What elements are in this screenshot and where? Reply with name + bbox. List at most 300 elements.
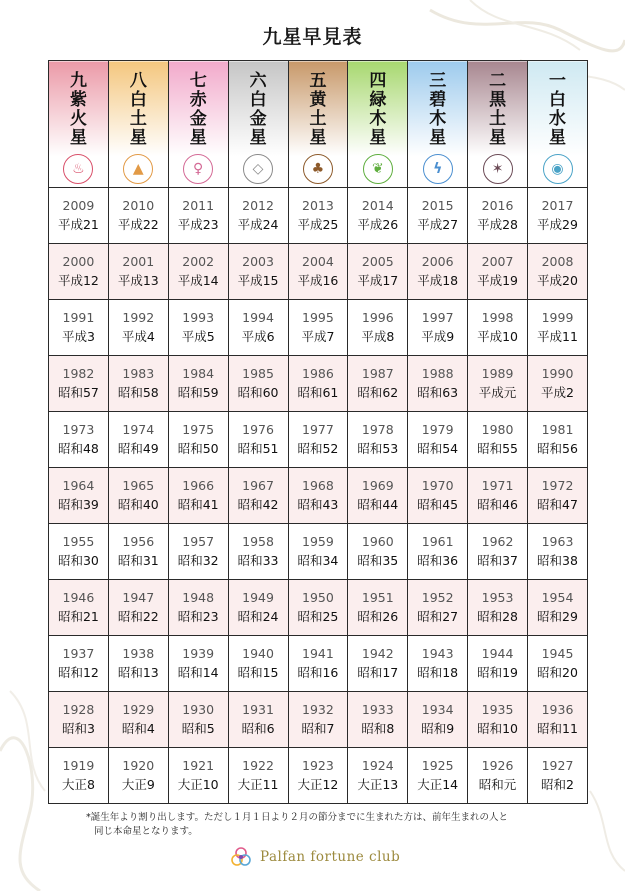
birth-year: 2007 xyxy=(481,254,514,269)
birth-year: 1942 xyxy=(361,646,394,661)
star-name-char: 緑 xyxy=(369,90,387,110)
star-name-char: 一 xyxy=(549,71,566,91)
birth-year: 1939 xyxy=(182,646,215,661)
table-cell xyxy=(108,524,168,580)
star-name-char: 七 xyxy=(189,71,207,91)
era-year: 昭和27 xyxy=(417,609,459,624)
birth-year: 1976 xyxy=(242,422,274,437)
table-row xyxy=(49,412,588,468)
table-row xyxy=(49,356,588,412)
birth-year: 1940 xyxy=(242,646,274,661)
star-name-char: 黄 xyxy=(309,90,327,110)
birth-year: 1977 xyxy=(302,422,334,437)
table-row xyxy=(49,300,588,356)
era-year: 昭和44 xyxy=(357,497,399,512)
table-cell xyxy=(408,580,468,636)
era-year: 平成5 xyxy=(181,329,215,344)
table-cell xyxy=(49,244,109,300)
thunder-icon: ϟ xyxy=(423,154,453,184)
birth-year: 1982 xyxy=(62,366,95,381)
birth-year: 1922 xyxy=(242,758,274,773)
star-header-5 xyxy=(288,61,348,188)
table-cell xyxy=(348,524,408,580)
star-name-char: 白 xyxy=(549,90,566,110)
birth-year: 1938 xyxy=(122,646,155,661)
era-year: 昭和56 xyxy=(537,441,578,456)
birth-year: 1998 xyxy=(481,310,514,325)
birth-year: 2010 xyxy=(122,198,155,213)
table-cell xyxy=(288,692,348,748)
star-name xyxy=(229,71,288,148)
earth-icon: ✶ xyxy=(483,154,513,184)
birth-year: 1995 xyxy=(302,310,334,325)
era-year: 昭和13 xyxy=(117,665,159,680)
table-cell xyxy=(108,300,168,356)
table-cell xyxy=(348,580,408,636)
era-year: 平成2 xyxy=(541,385,574,400)
star-name-char: 五 xyxy=(309,71,327,91)
birth-year: 1970 xyxy=(421,478,454,493)
birth-year: 1944 xyxy=(481,646,514,661)
birth-year: 1941 xyxy=(302,646,334,661)
table-row xyxy=(49,188,588,244)
table-cell xyxy=(528,692,588,748)
birth-year: 1925 xyxy=(421,758,454,773)
birth-year: 1927 xyxy=(541,758,574,773)
birth-year: 2005 xyxy=(361,254,394,269)
table-cell xyxy=(348,188,408,244)
era-year: 昭和40 xyxy=(117,497,159,512)
table-cell xyxy=(408,748,468,804)
era-year: 昭和19 xyxy=(477,665,519,680)
star-header-7 xyxy=(408,61,468,188)
birth-year: 2002 xyxy=(182,254,215,269)
star-name-char: 白 xyxy=(129,90,147,110)
birth-year: 1946 xyxy=(62,590,95,605)
era-year: 平成12 xyxy=(57,273,99,288)
birth-year: 1920 xyxy=(122,758,155,773)
era-year: 昭和48 xyxy=(57,441,99,456)
birth-year: 2014 xyxy=(361,198,394,213)
birth-year: 2003 xyxy=(242,254,274,269)
star-name xyxy=(408,71,467,148)
table-cell xyxy=(408,188,468,244)
era-year: 平成6 xyxy=(241,329,275,344)
table-cell xyxy=(168,580,228,636)
footnote-line-1: *誕生年より割り出します。ただし１月１日より２月の節分までに生まれた方は、前年生まれの人と xyxy=(86,812,508,823)
table-cell xyxy=(228,300,288,356)
era-year: 昭和35 xyxy=(357,553,399,568)
era-year: 昭和14 xyxy=(177,665,219,680)
birth-year: 2011 xyxy=(182,198,215,213)
era-year: 昭和58 xyxy=(117,385,159,400)
era-year: 昭和30 xyxy=(57,553,99,568)
table-cell xyxy=(49,300,109,356)
era-year: 昭和7 xyxy=(301,721,335,736)
era-year: 昭和43 xyxy=(297,497,339,512)
birth-year: 1929 xyxy=(122,702,155,717)
birth-year: 1950 xyxy=(302,590,334,605)
table-cell xyxy=(528,580,588,636)
mountain-icon: ▲ xyxy=(123,154,153,184)
star-name-char: 白 xyxy=(249,90,267,110)
table-cell xyxy=(288,580,348,636)
birth-year: 1935 xyxy=(481,702,514,717)
table-cell xyxy=(288,188,348,244)
table-cell xyxy=(49,524,109,580)
table-cell xyxy=(49,636,109,692)
birth-year: 1966 xyxy=(182,478,215,493)
birth-year: 1930 xyxy=(182,702,215,717)
table-cell xyxy=(408,356,468,412)
era-year: 昭和38 xyxy=(537,553,578,568)
birth-year: 2006 xyxy=(421,254,454,269)
era-year: 大正13 xyxy=(357,777,399,792)
table-cell xyxy=(288,356,348,412)
era-year: 昭和39 xyxy=(57,497,99,512)
table-cell xyxy=(228,524,288,580)
birth-year: 2012 xyxy=(242,198,274,213)
era-year: 昭和2 xyxy=(541,777,574,792)
birth-year: 1943 xyxy=(421,646,454,661)
era-year: 昭和22 xyxy=(117,609,159,624)
star-name-char: 土 xyxy=(129,109,147,129)
table-cell xyxy=(408,300,468,356)
birth-year: 1972 xyxy=(541,478,574,493)
table-row xyxy=(49,692,588,748)
birth-year: 1949 xyxy=(242,590,274,605)
era-year: 平成18 xyxy=(417,273,459,288)
era-year: 昭和47 xyxy=(537,497,578,512)
star-name xyxy=(49,71,108,148)
table-cell xyxy=(168,356,228,412)
table-cell xyxy=(228,188,288,244)
table-row xyxy=(49,244,588,300)
star-name-char: 碧 xyxy=(429,90,447,110)
table-body xyxy=(49,188,588,804)
table-cell xyxy=(228,692,288,748)
table-cell xyxy=(168,524,228,580)
leaf-icon: ❦ xyxy=(363,154,393,184)
table-cell xyxy=(528,300,588,356)
table-cell xyxy=(348,356,408,412)
birth-year: 2013 xyxy=(302,198,334,213)
era-year: 大正10 xyxy=(177,777,219,792)
birth-year: 1954 xyxy=(541,590,574,605)
table-cell xyxy=(108,468,168,524)
birth-year: 1953 xyxy=(481,590,514,605)
table-cell xyxy=(288,524,348,580)
era-year: 昭和15 xyxy=(237,665,279,680)
era-year: 平成13 xyxy=(117,273,159,288)
star-name-char: 星 xyxy=(369,128,387,148)
birth-year: 1937 xyxy=(62,646,95,661)
era-year: 昭和60 xyxy=(237,385,279,400)
table-cell xyxy=(168,748,228,804)
era-year: 昭和4 xyxy=(121,721,155,736)
era-year: 平成8 xyxy=(361,329,395,344)
table-cell xyxy=(49,356,109,412)
era-year: 昭和63 xyxy=(417,385,459,400)
table-cell xyxy=(348,468,408,524)
star-name-char: 星 xyxy=(489,128,507,148)
era-year: 昭和61 xyxy=(297,385,339,400)
table-cell xyxy=(348,748,408,804)
star-name-char: 星 xyxy=(549,128,566,148)
birth-year: 1964 xyxy=(62,478,95,493)
era-year: 昭和49 xyxy=(117,441,159,456)
table-cell xyxy=(288,300,348,356)
table-cell xyxy=(168,188,228,244)
star-name-char: 四 xyxy=(369,71,387,91)
table-cell xyxy=(408,412,468,468)
table-cell xyxy=(49,468,109,524)
star-name-char: 星 xyxy=(69,128,87,148)
nine-star-table xyxy=(48,60,588,804)
table-cell xyxy=(288,244,348,300)
table-cell xyxy=(408,524,468,580)
birth-year: 1934 xyxy=(421,702,454,717)
star-name xyxy=(528,71,587,148)
table-cell xyxy=(168,244,228,300)
star-name-char: 星 xyxy=(189,128,207,148)
table-cell xyxy=(288,748,348,804)
star-name-char: 二 xyxy=(489,71,507,91)
birth-year: 2004 xyxy=(302,254,334,269)
birth-year: 1931 xyxy=(242,702,274,717)
era-year: 平成28 xyxy=(477,217,519,232)
era-year: 平成4 xyxy=(121,329,155,344)
star-header-4 xyxy=(228,61,288,188)
table-cell xyxy=(228,356,288,412)
era-year: 昭和45 xyxy=(417,497,459,512)
birth-year: 1978 xyxy=(361,422,394,437)
birth-year: 1980 xyxy=(481,422,514,437)
table-row xyxy=(49,468,588,524)
star-name-char: 星 xyxy=(129,128,147,148)
birth-year: 2000 xyxy=(62,254,95,269)
table-cell xyxy=(468,524,528,580)
table-cell xyxy=(108,244,168,300)
table-cell xyxy=(288,412,348,468)
era-year: 昭和31 xyxy=(117,553,159,568)
birth-year: 1951 xyxy=(361,590,394,605)
table-cell xyxy=(528,244,588,300)
era-year: 平成14 xyxy=(177,273,219,288)
era-year: 昭和21 xyxy=(57,609,99,624)
birth-year: 1984 xyxy=(182,366,215,381)
birth-year: 1926 xyxy=(481,758,514,773)
star-name-char: 九 xyxy=(69,71,87,91)
table-cell xyxy=(348,300,408,356)
era-year: 昭和3 xyxy=(61,721,95,736)
era-year: 平成23 xyxy=(177,217,219,232)
birth-year: 2016 xyxy=(481,198,514,213)
era-year: 昭和28 xyxy=(477,609,519,624)
birth-year: 1973 xyxy=(62,422,95,437)
birth-year: 1956 xyxy=(122,534,155,549)
birth-year: 1924 xyxy=(361,758,394,773)
table-cell xyxy=(408,692,468,748)
brand-emblem-icon xyxy=(230,846,252,868)
brand-name: Palfan fortune club xyxy=(260,849,401,865)
table-cell xyxy=(228,580,288,636)
table-cell xyxy=(49,412,109,468)
star-header-6 xyxy=(348,61,408,188)
star-name-char: 六 xyxy=(249,71,267,91)
star-name-char: 星 xyxy=(249,128,267,148)
table-cell xyxy=(108,692,168,748)
table-row xyxy=(49,524,588,580)
table-cell xyxy=(528,468,588,524)
table-row xyxy=(49,748,588,804)
birth-year: 1932 xyxy=(302,702,334,717)
era-year: 平成15 xyxy=(237,273,279,288)
birth-year: 1975 xyxy=(182,422,215,437)
star-name xyxy=(169,71,228,148)
star-name xyxy=(348,71,407,148)
table-cell xyxy=(108,580,168,636)
birth-year: 1919 xyxy=(62,758,95,773)
era-year: 昭和5 xyxy=(181,721,215,736)
table-cell xyxy=(528,636,588,692)
table-cell xyxy=(168,412,228,468)
era-year: 平成7 xyxy=(301,329,335,344)
table-cell xyxy=(108,748,168,804)
era-year: 昭和11 xyxy=(537,721,578,736)
era-year: 昭和50 xyxy=(177,441,219,456)
birth-year: 1921 xyxy=(182,758,215,773)
era-year: 平成26 xyxy=(357,217,399,232)
table-cell xyxy=(228,244,288,300)
era-year: 平成25 xyxy=(297,217,339,232)
table-cell xyxy=(49,748,109,804)
table-cell xyxy=(348,412,408,468)
table-cell xyxy=(468,636,528,692)
table-cell xyxy=(468,244,528,300)
star-name-char: 木 xyxy=(369,109,387,129)
birth-year: 1987 xyxy=(361,366,394,381)
era-year: 昭和36 xyxy=(417,553,459,568)
era-year: 昭和10 xyxy=(477,721,519,736)
star-name xyxy=(289,71,348,148)
star-name-char: 星 xyxy=(309,128,327,148)
table-row xyxy=(49,580,588,636)
era-year: 大正14 xyxy=(417,777,459,792)
era-year: 平成元 xyxy=(478,385,517,400)
era-year: 平成9 xyxy=(421,329,455,344)
star-name-char: 紫 xyxy=(69,90,87,110)
star-name xyxy=(109,71,168,148)
era-year: 昭和42 xyxy=(237,497,279,512)
birth-year: 1997 xyxy=(421,310,454,325)
birth-year: 1961 xyxy=(421,534,454,549)
birth-year: 1945 xyxy=(541,646,574,661)
birth-year: 1994 xyxy=(242,310,274,325)
table-cell xyxy=(408,244,468,300)
era-year: 平成21 xyxy=(57,217,99,232)
table-cell xyxy=(528,356,588,412)
table-cell xyxy=(49,580,109,636)
birth-year: 1959 xyxy=(302,534,334,549)
table-cell xyxy=(49,188,109,244)
table-header-row xyxy=(49,61,588,188)
star-name-char: 水 xyxy=(549,109,566,129)
table-cell xyxy=(468,412,528,468)
star-header-8 xyxy=(468,61,528,188)
table-cell xyxy=(228,636,288,692)
birth-year: 1948 xyxy=(182,590,215,605)
era-year: 昭和32 xyxy=(177,553,219,568)
star-name-char: 三 xyxy=(429,71,447,91)
star-name-char: 八 xyxy=(129,71,147,91)
table-cell xyxy=(108,356,168,412)
era-year: 昭和6 xyxy=(241,721,275,736)
birth-year: 1963 xyxy=(541,534,574,549)
birth-year: 1968 xyxy=(302,478,334,493)
birth-year: 1965 xyxy=(122,478,155,493)
birth-year: 1996 xyxy=(361,310,394,325)
star-name-char: 黒 xyxy=(489,90,507,110)
era-year: 昭和元 xyxy=(478,777,517,792)
star-name-char: 金 xyxy=(249,109,267,129)
era-year: 昭和41 xyxy=(177,497,219,512)
birth-year: 1960 xyxy=(361,534,394,549)
table-cell xyxy=(228,748,288,804)
table-cell xyxy=(288,636,348,692)
table-cell xyxy=(228,412,288,468)
era-year: 昭和57 xyxy=(57,385,99,400)
birth-year: 1974 xyxy=(122,422,155,437)
star-header-3 xyxy=(168,61,228,188)
era-year: 昭和8 xyxy=(361,721,395,736)
birth-year: 2009 xyxy=(62,198,95,213)
era-year: 平成27 xyxy=(417,217,459,232)
birth-year: 1952 xyxy=(421,590,454,605)
era-year: 平成29 xyxy=(537,217,578,232)
era-year: 昭和18 xyxy=(417,665,459,680)
birth-year: 1999 xyxy=(541,310,574,325)
table-cell xyxy=(528,188,588,244)
birth-year: 2017 xyxy=(541,198,574,213)
birth-year: 1983 xyxy=(122,366,155,381)
birth-year: 1991 xyxy=(62,310,95,325)
star-header-9 xyxy=(528,61,588,188)
star-name xyxy=(468,71,527,148)
birth-year: 1990 xyxy=(541,366,574,381)
era-year: 昭和37 xyxy=(477,553,519,568)
era-year: 昭和62 xyxy=(357,385,399,400)
table-cell xyxy=(528,524,588,580)
birth-year: 1971 xyxy=(481,478,514,493)
birth-year: 1933 xyxy=(361,702,394,717)
star-name-char: 土 xyxy=(309,109,327,129)
brand-logo xyxy=(230,845,400,869)
birth-year: 1969 xyxy=(361,478,394,493)
birth-year: 2001 xyxy=(122,254,155,269)
birth-year: 2008 xyxy=(541,254,574,269)
era-year: 昭和34 xyxy=(297,553,339,568)
birth-year: 1923 xyxy=(302,758,334,773)
era-year: 昭和24 xyxy=(237,609,279,624)
table-cell xyxy=(528,748,588,804)
table-cell xyxy=(108,636,168,692)
table-cell xyxy=(468,692,528,748)
era-year: 昭和25 xyxy=(297,609,339,624)
birth-year: 1947 xyxy=(122,590,155,605)
table-cell xyxy=(468,188,528,244)
birth-year: 1958 xyxy=(242,534,274,549)
